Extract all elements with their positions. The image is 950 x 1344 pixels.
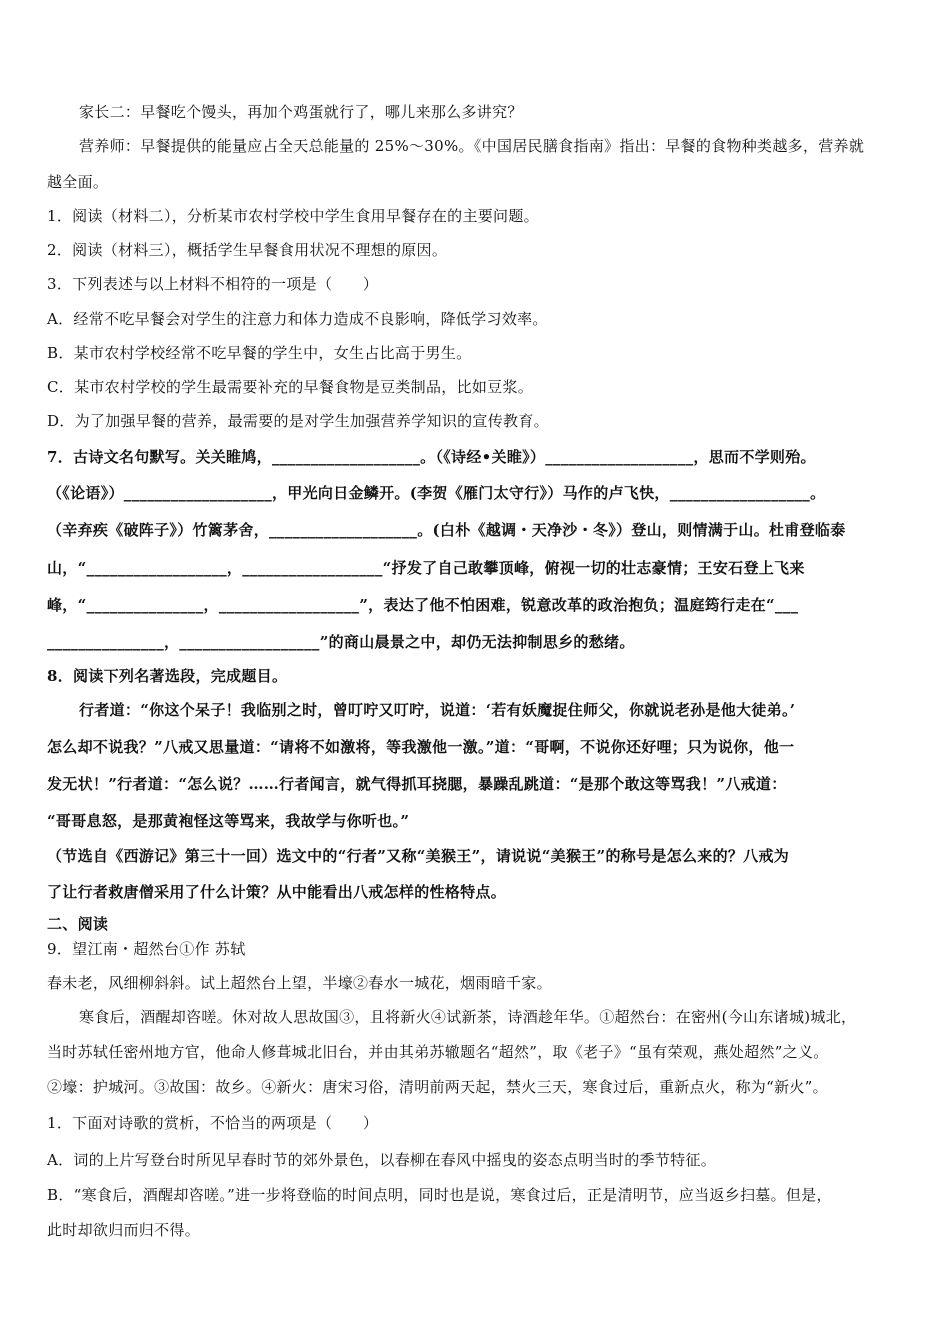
question-7-line-1: 7．古诗文名句默写。关关睢鸠，___________________。（《诗经•关睢》）___________________，思而不学则殆。 [47, 448, 816, 466]
question-7-line-6: _______________，__________________”的商山晨景之中，却仍无法抑制思乡的愁绪。 [47, 633, 635, 651]
passage-8-line-2: 怎么却不说我？”八戒又思量道：“请将不如激将，等我激他一激。”道：“哥啊，不说你还好哩；只为说你，他一 [47, 738, 795, 756]
option-9-b: B．“寒食后，酒醒却咨嗟。”进一步将登临的时间点明，同时也是说，寒食过后，正是清明节，应当返乡扫墓。但是， [47, 1186, 832, 1204]
poem-line-1: 春未老，风细柳斜斜。试上超然台上望，半壕②春水一城花，烟雨暗千家。 [47, 974, 552, 992]
question-8-prompt-1: （节选自《西游记》第三十一回）选文中的“行者”又称“美猴王”，请说说“美猴王”的称号是怎么来的？八戒为 [47, 847, 790, 865]
question-1: 1．阅读（材料二），分析某市农村学校中学生食用早餐存在的主要问题。 [47, 207, 539, 225]
question-8-prompt-2: 了让行者救唐僧采用了什么计策？从中能看出八戒怎样的性格特点。 [47, 883, 507, 901]
question-8: 8．阅读下列名著选段，完成题目。 [47, 667, 288, 685]
passage-8-line-4: “哥哥息怒，是那黄袍怪这等骂来，我故学与你听也。” [47, 812, 410, 830]
poem-note-2: ②壕：护城河。③故国：故乡。④新火：唐宋习俗，清明前两天起，禁火三天，寒食过后，重新点火，称为“新火”。 [47, 1078, 828, 1096]
option-9-a: A．词的上片写登台时所见早春时节的郊外景色，以春柳在春风中摇曳的姿态点明当时的季节特征。 [47, 1151, 717, 1169]
question-3: 3．下列表述与以上材料不相符的一项是（ ） [47, 275, 379, 293]
section-heading: 二、阅读 [47, 915, 109, 933]
poem-line-2: 寒食后，酒醒却咨嗟。休对故人思故国③，且将新火④试新茶，诗酒趁年华。①超然台：在密州(今山东诸城)城北， [79, 1008, 857, 1026]
poem-note-1: 当时苏轼任密州地方官，他命人修葺城北旧台，并由其弟苏辙题名“超然”，取《老子》“虽有荣观，燕处超然”之义。 [47, 1043, 829, 1061]
question-7-line-4: 山，“__________________，__________________“抒发了自己敢攀顶峰，俯视一切的壮志豪情；王安石登上飞来 [47, 559, 805, 577]
option-d: D．为了加强早餐的营养，最需要的是对学生加强营养学知识的宣传教育。 [47, 412, 549, 430]
question-7-line-2: （《论语》）___________________，甲光向日金鳞开。(李贺《雁门太守行》）马作的卢飞快，__________________。 [47, 484, 826, 502]
option-a: A．经常不吃早餐会对学生的注意力和体力造成不良影响，降低学习效率。 [47, 310, 548, 328]
passage-8-line-3: 发无状！”行者道：“怎么说？……行者闻言，就气得抓耳挠腮，暴躁乱跳道：“是那个敢这等骂我！”八戒道： [47, 775, 787, 793]
option-b: B．某市农村学校经常不吃早餐的学生中，女生占比高于男生。 [47, 344, 472, 362]
nutritionist-line-cont: 越全面。 [47, 173, 109, 191]
question-9-title: 9．望江南・超然台①作 苏轼 [47, 940, 246, 958]
nutritionist-line: 营养师：早餐提供的能量应占全天总能量的 25%～30%。《中国居民膳食指南》指出：早餐的食物种类越多，营养就 [79, 137, 865, 155]
question-2: 2．阅读（材料三），概括学生早餐食用状况不理想的原因。 [47, 241, 448, 259]
question-9-1: 1．下面对诗歌的赏析，不恰当的两项是（ ） [47, 1114, 379, 1132]
option-c: C．某市农村学校的学生最需要补充的早餐食物是豆类制品，比如豆浆。 [47, 378, 534, 396]
question-7-line-5: 峰，“_______________，__________________”，表达了他不怕困难，锐意改革的政治抱负；温庭筠行走在“___ [47, 596, 799, 614]
passage-8-line-1: 行者道：“你这个呆子！我临别之时，曾叮咛又叮咛，说道：‘若有妖魔捉住师父，你就说老孙是他大徒弟。’ [79, 701, 796, 719]
option-9-b-cont: 此时却欲归而归不得。 [47, 1221, 201, 1239]
question-7-line-3: （辛弃疾《破阵子》）竹篱茅舍，___________________。(白朴《越调・天净沙・冬》）登山，则情满于山。杜甫登临泰 [47, 521, 846, 539]
parent-two-line: 家长二：早餐吃个馒头，再加个鸡蛋就行了，哪儿来那么多讲究？ [79, 103, 523, 121]
